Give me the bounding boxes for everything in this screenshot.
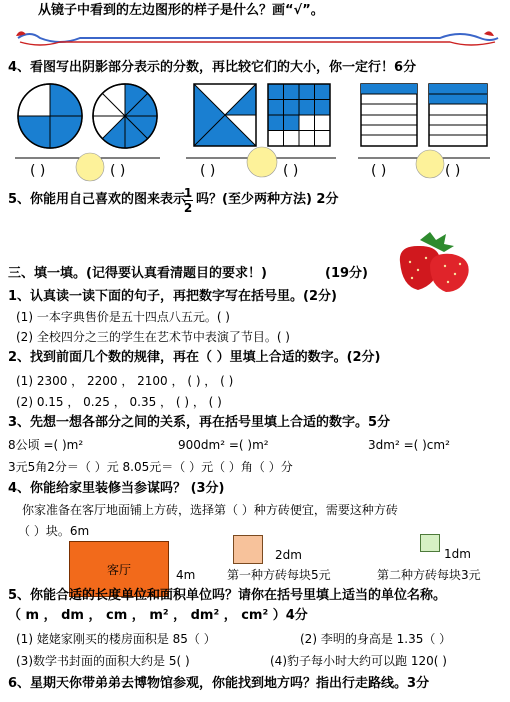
svg-text:( ): ( ) [445,163,461,179]
s4-line-1: 你家准备在客厅地面铺上方砖，选择第（ ）种方砖便宜，需要这种方砖 [22,503,398,517]
s5-line-2a: (3)数学书封面的面积大约是 5( ) [16,654,190,668]
s3-title: 3、先想一想各部分之间的关系，再在括号里填上合适的数字。5分 [8,415,391,430]
svg-text:( ): ( ) [30,163,46,179]
fraction-numerator: 1 [183,186,193,200]
section3-score: (19分) [325,266,368,281]
s5-line-1b: (2) 李明的身高是 1.35（ ） [300,632,452,646]
s3-row1-b: 900dm² =( )m² [178,438,269,452]
svg-text:( ): ( ) [110,163,126,179]
s5-line-1a: (1) 姥姥家刚买的楼房面积是 85（ ） [16,632,216,646]
s5-units: （ m ， dm ， cm ， m² ， dm² ， cm² ）4分 [8,608,308,623]
section3-title: 三、填一填。(记得要认真看清题目的要求！) [8,266,267,281]
tile-1dm-label: 1dm [444,547,471,561]
svg-text:( ): ( ) [371,163,387,179]
room-height-label: 4m [176,568,196,582]
living-room-label: 客厅 [106,563,131,577]
tile-1dm [420,534,440,552]
s5-title: 5、你能合适的长度单位和面积单位吗？请你在括号里填上适当的单位名称。 [8,588,447,603]
s6-title: 6、星期天你带弟弟去博物馆参观，你能找到地方吗？指出行走路线。3分 [8,676,430,691]
s1-title: 1、认真读一读下面的句子，再把数字写在括号里。(2分) [8,289,337,304]
s2-line-1: (1) 2300 ， 2200 ， 2100 ， ( ) ， ( ) [16,374,234,388]
tile-2dm-label: 2dm [275,548,302,562]
svg-text:( ): ( ) [200,163,216,179]
s1-line-2: (2) 全校四分之三的学生在艺术节中表演了节目。( ) [16,330,290,344]
fraction-denominator: 2 [183,201,193,215]
s1-line-1: (1) 一本字典售价是五十四点八五元。( ) [16,310,230,324]
s3-row1-c: 3dm² =( )cm² [368,438,450,452]
s3-row2: 3元5角2分＝（ ）元 8.05元＝（ ）元（ ）角（ ）分 [8,460,293,474]
q4-title: 4、看图写出阴影部分表示的分数，再比较它们的大小，你一定行！6分 [8,60,417,75]
tile-2dm [233,535,263,564]
s3-row1-a: 8公顷 =( )m² [8,438,84,452]
svg-text:( ): ( ) [283,163,299,179]
s5-line-2b: (4)豹子每小时大约可以跑 120( ) [270,654,447,668]
s4-line-2: （ ）块。6m [18,524,90,538]
q5-before: 5、你能用自己喜欢的图来表示 [8,192,187,207]
mirror-question: 从镜子中看到的左边图形的样子是什么？画“√”。 [38,3,324,18]
s2-line-2: (2) 0.15 ， 0.25 ， 0.35 ， ( ) ， ( ) [16,395,222,409]
s2-title: 2、找到前面几个数的规律，再在（ ）里填上合适的数字。(2分) [8,350,381,365]
s4-title: 4、你能给家里装修当参谋吗？ (3分) [8,481,225,496]
tile-1dm-price: 第二种方砖每块3元 [377,568,481,582]
tile-2dm-price: 第一种方砖每块5元 [227,568,331,582]
q5-after: 吗？(至少两种方法) 2分 [196,192,339,207]
